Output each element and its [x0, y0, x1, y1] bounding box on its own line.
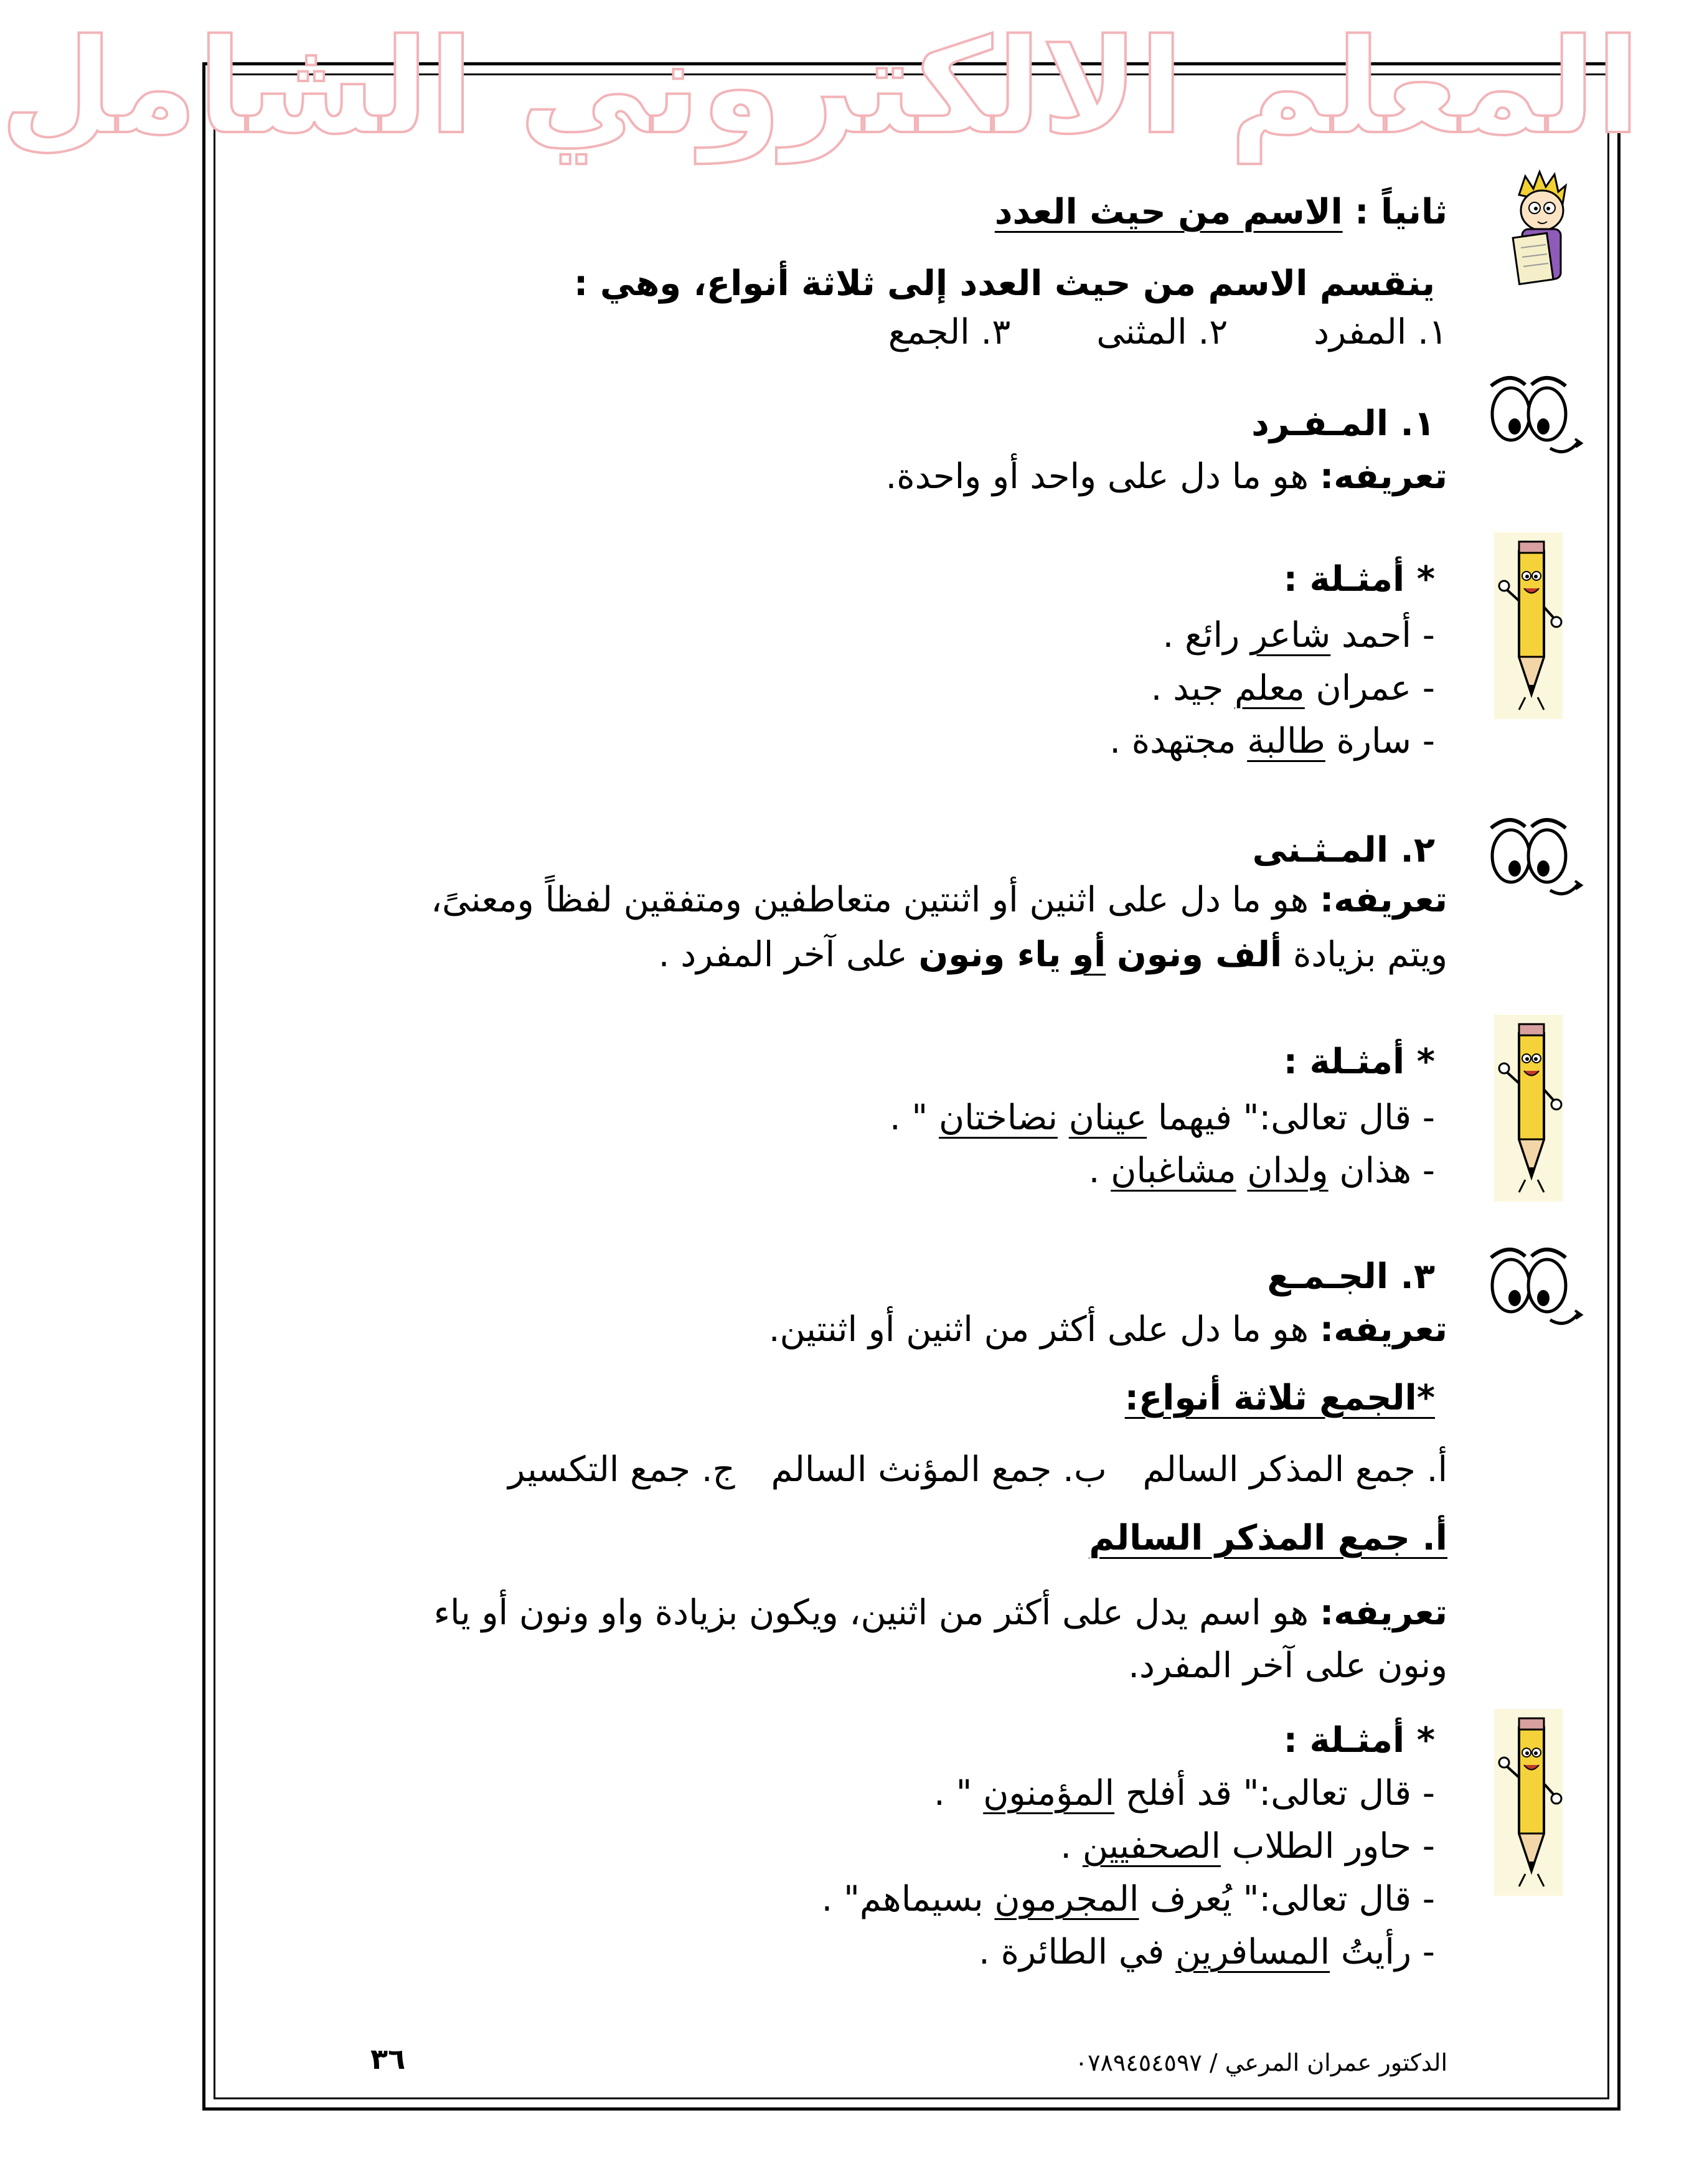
- pencil-character-icon: [1494, 1709, 1563, 1896]
- example-line: [979, 1930, 1435, 1975]
- masc-plural-title: أ. جمع المذكر السالم: [1089, 1518, 1447, 1558]
- example-word: الصحفيين: [1082, 1826, 1221, 1866]
- pencil-character-icon: [1494, 532, 1563, 719]
- definition-label: تعريفه:: [1319, 1593, 1447, 1633]
- definition-label: تعريفه:: [1319, 1309, 1447, 1350]
- example-line: [934, 1771, 1435, 1816]
- section-intro: ينقسم الاسم من حيث العدد إلى ثلاثة أنواع، وهي :: [573, 263, 1435, 304]
- definition-label: تعريفه:: [1319, 880, 1447, 920]
- definition-text: هو ما دل على واحد أو واحدة.: [885, 456, 1309, 497]
- definition-text: هو ما دل على اثنين أو اثنتين متعاطفين ومتفقين لفظاً ومعنىً،: [430, 880, 1309, 920]
- example-text: مجتهدة .: [1109, 721, 1248, 761]
- example-text: - هذان: [1328, 1151, 1435, 1191]
- example-text: - حاور الطلاب: [1220, 1826, 1435, 1866]
- example-line: [1089, 1149, 1435, 1193]
- masc-plural-definition: [434, 1591, 1447, 1636]
- example-text: " .: [934, 1773, 984, 1814]
- example-text: رائع .: [1162, 615, 1251, 656]
- example-text: - قال تعالى:" فيهما: [1147, 1098, 1435, 1138]
- examples-heading: * أمثـلة :: [1283, 1720, 1435, 1761]
- example-line: [890, 1096, 1435, 1141]
- dual-definition-cont: [659, 933, 1447, 977]
- example-line: [1109, 719, 1435, 764]
- plural-kinds-title: *الجمع ثلاثة أنواع:: [1124, 1378, 1435, 1418]
- example-text: - عمران: [1304, 668, 1435, 708]
- type-item: ٣. الجمع: [888, 312, 1011, 352]
- type-item: ١. المفرد: [1314, 312, 1447, 352]
- examples-heading: * أمثـلة :: [1283, 559, 1435, 600]
- pencil-character-icon: [1494, 1015, 1563, 1202]
- example-word: مشاغبان: [1111, 1151, 1236, 1191]
- examples-heading: * أمثـلة :: [1283, 1042, 1435, 1082]
- section-title: [995, 190, 1447, 235]
- section-title-text: الاسم من حيث العدد: [994, 192, 1343, 232]
- example-text: جيد .: [1150, 668, 1235, 708]
- singular-definition: [885, 454, 1447, 499]
- footer-author: الدكتور عمران المرعي / ٠٧٨٩٤٥٤٥٩٧: [1075, 2049, 1447, 2076]
- dual-heading: ٢. المـثـنى: [1252, 830, 1435, 870]
- plural-definition: [769, 1307, 1447, 1352]
- example-text: - رأيتُ: [1330, 1932, 1435, 1972]
- types-list: [888, 310, 1447, 355]
- section-prefix: ثانياً :: [1355, 192, 1447, 232]
- definition-bold: ألف ونون: [1117, 934, 1282, 975]
- space: [1106, 934, 1117, 975]
- page-number: ٣٦: [370, 2042, 406, 2076]
- example-text: .: [1088, 1151, 1111, 1191]
- example-line: [822, 1877, 1435, 1922]
- kind-item: أ. جمع المذكر السالم: [1142, 1449, 1447, 1490]
- definition-text: هو ما دل على أكثر من اثنين أو اثنتين.: [768, 1309, 1309, 1350]
- type-item: ٢. المثنى: [1096, 312, 1228, 352]
- example-line: [1163, 613, 1435, 658]
- example-word: المجرمون: [994, 1879, 1139, 1919]
- example-line: [1151, 666, 1435, 711]
- definition-label: تعريفه:: [1319, 456, 1447, 497]
- example-word: المسافرين: [1175, 1932, 1330, 1972]
- plural-heading: ٣. الجـمـع: [1267, 1256, 1435, 1297]
- definition-text: على آخر المفرد .: [658, 934, 919, 975]
- example-word: عينان: [1068, 1098, 1147, 1138]
- example-text: " .: [889, 1098, 939, 1138]
- space: [1236, 1151, 1248, 1191]
- example-text: في الطائرة .: [979, 1932, 1176, 1972]
- example-text: .: [1060, 1826, 1083, 1866]
- example-word: ولدان: [1247, 1151, 1329, 1191]
- kind-item: ب. جمع المؤنث السالم: [771, 1449, 1107, 1490]
- masc-plural-definition-cont: ونون على آخر المفرد.: [1128, 1645, 1447, 1686]
- example-text: - قال تعالى:" يُعرف: [1139, 1879, 1435, 1919]
- plural-kinds-list: [508, 1447, 1447, 1492]
- example-word: المؤمنون: [983, 1773, 1115, 1814]
- singular-heading: ١. المـفـرد: [1251, 403, 1435, 444]
- example-word: نضاختان: [938, 1098, 1058, 1138]
- eyes-icon: [1479, 809, 1584, 903]
- example-text: - سارة: [1325, 721, 1435, 761]
- boy-reading-icon: [1503, 167, 1578, 291]
- definition-text: ويتم بزيادة: [1282, 934, 1447, 975]
- example-word: شاعر: [1250, 615, 1331, 656]
- eyes-icon: [1479, 367, 1584, 461]
- definition-bold: ياء ونون: [918, 934, 1061, 975]
- space: [1061, 934, 1072, 975]
- example-word: معلم: [1234, 668, 1305, 708]
- kind-item: ج. جمع التكسير: [508, 1449, 735, 1490]
- example-line: [1060, 1824, 1435, 1869]
- example-word: طالبة: [1247, 721, 1325, 761]
- example-text: - أحمد: [1330, 615, 1435, 656]
- watermark: المعلم الالكتروني الشامل: [0, 11, 1640, 163]
- example-text: بسيماهم" .: [821, 1879, 995, 1919]
- definition-text: هو اسم يدل على أكثر من اثنين، ويكون بزيادة واو ونون أو ياء: [433, 1593, 1309, 1633]
- example-text: - قال تعالى:" قد أفلح: [1114, 1773, 1435, 1814]
- eyes-icon: [1479, 1239, 1584, 1332]
- dual-definition: [431, 878, 1447, 923]
- space: [1058, 1098, 1069, 1138]
- definition-bold: أو: [1072, 934, 1106, 975]
